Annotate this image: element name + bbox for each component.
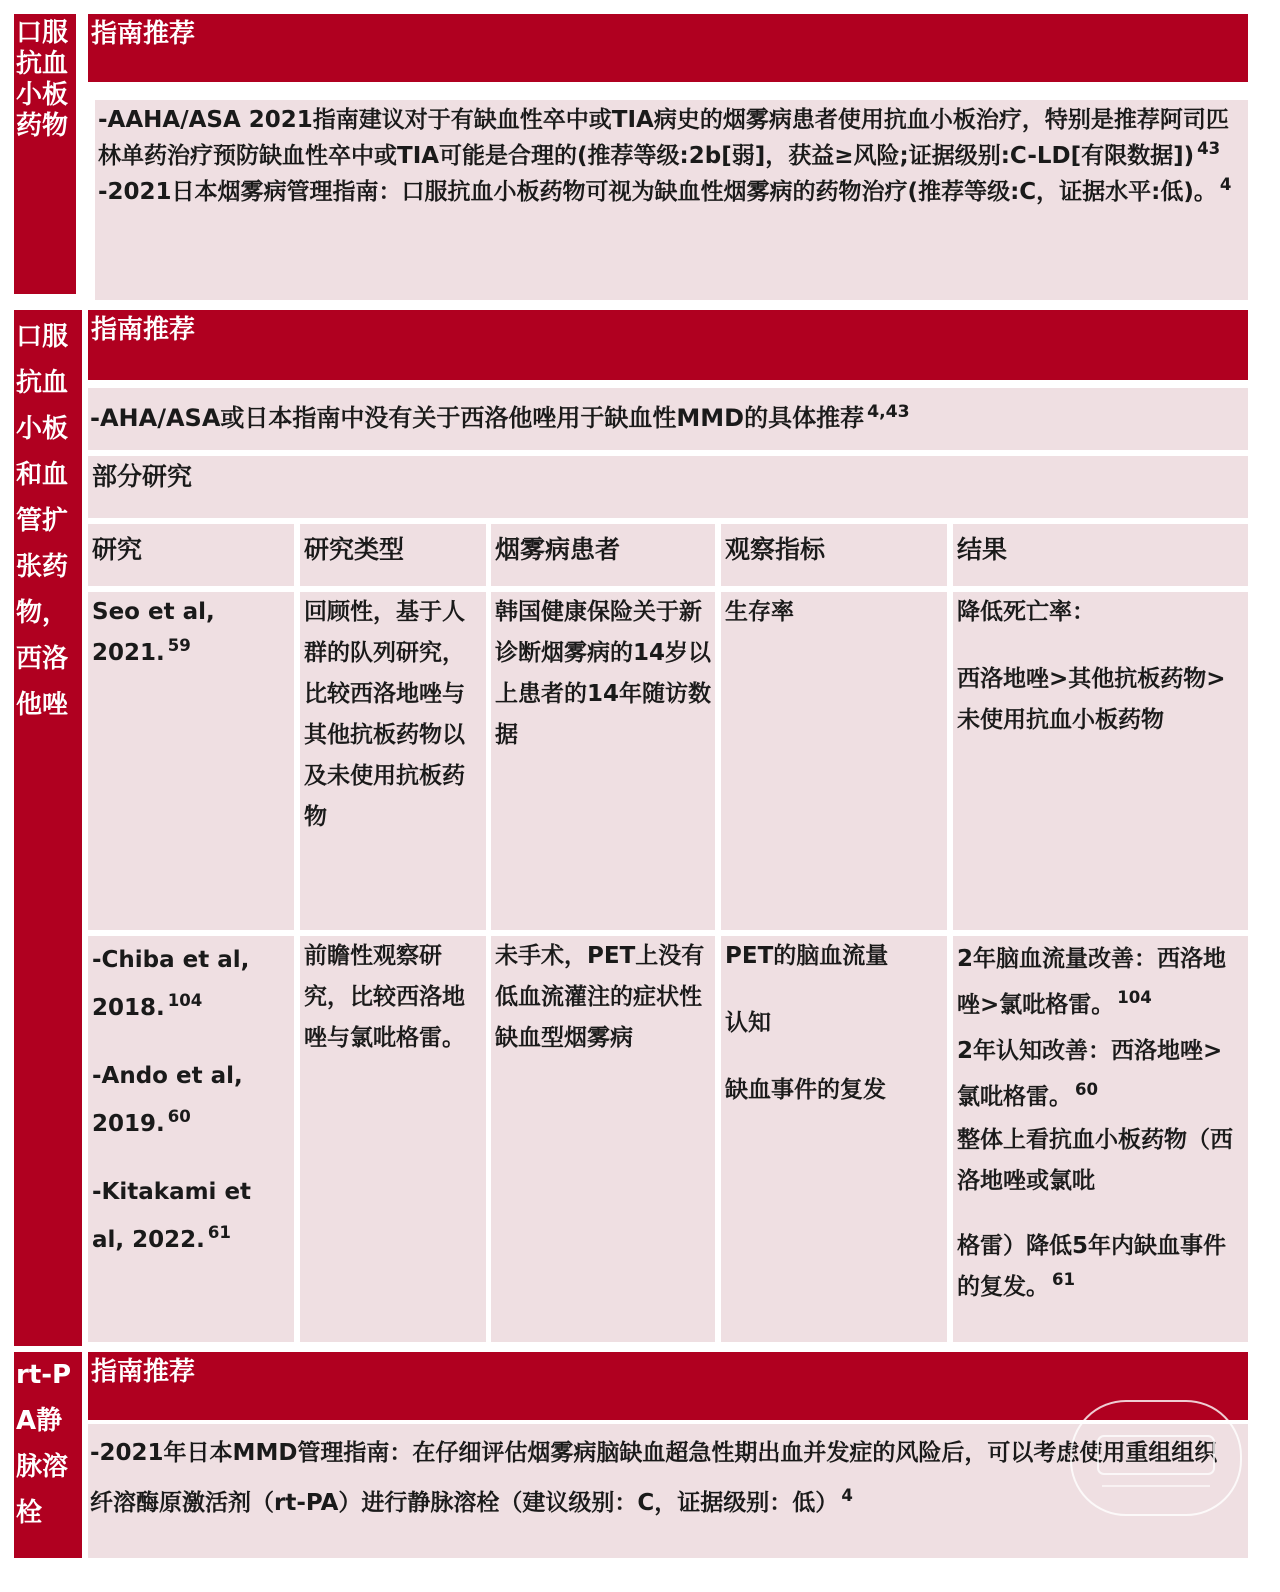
section2-header: 指南推荐 xyxy=(88,310,1248,380)
section1-paragraph-2: -2021日本烟雾病管理指南：口服抗血小板药物可视为缺血性烟雾病的药物治疗(推荐等级:C，证据水平:低)。 $^4$ xyxy=(98,174,1232,205)
section1-body xyxy=(95,100,1248,300)
row2-result-1: 2年脑血流量改善：西洛地唑>氯吡格雷。 $^{104}$ xyxy=(957,946,1227,1018)
section1-side-label: 口服抗血小板药物 xyxy=(14,14,76,294)
section1-paragraph-1: -AAHA/ASA 2021指南建议对于有缺血性卒中或TIA病史的烟雾病患者使用抗血小板治疗，特别是推荐阿司匹林单药治疗预防缺血性卒中或TIA可能是合理的(推荐等级:2b[弱]，获益≥风险;证据级别:C-LD[有限数据]) $^{43}$ xyxy=(98,107,1229,169)
table-header-patients: 烟雾病患者 xyxy=(491,524,715,586)
row2-study-3: -Kitakami et al, 2022. $^{61}$ xyxy=(92,1179,252,1253)
table-header-type: 研究类型 xyxy=(300,524,486,586)
row2-indicators: PET的脑血流量 认知 缺血事件的复发 xyxy=(721,936,947,1342)
row2-patients: 未手术，PET上没有低血流灌注的症状性缺血型烟雾病 xyxy=(491,936,715,1342)
row1-study: Seo et al, 2021. $^{59}$ xyxy=(88,592,294,930)
row2-result-2: 2年认知改善：西洛地唑>氯吡格雷。 $^{60}$ xyxy=(957,1038,1223,1110)
table-header-result: 结果 xyxy=(953,524,1248,586)
section3-side-label: rt-PA静脉溶栓 xyxy=(14,1352,82,1558)
section2-subheader: 部分研究 xyxy=(88,456,1248,518)
row1-type: 回顾性，基于人群的队列研究，比较西洛地唑与其他抗板药物以及未使用抗板药物 xyxy=(300,592,486,930)
row2-study-2: -Ando et al, 2019. $^{60}$ xyxy=(92,1063,243,1137)
watermark-logo-icon xyxy=(1070,1400,1242,1516)
row2-studies xyxy=(88,936,294,1342)
row1-patients: 韩国健康保险关于新诊断烟雾病的14岁以上患者的14年随访数据 xyxy=(491,592,715,930)
section3-header: 指南推荐 xyxy=(88,1352,1248,1420)
row2-result-3: 整体上看抗血小板药物（西洛地唑或氯吡 格雷）降低5年内缺血事件的复发。 $^{61}$ xyxy=(957,1127,1233,1300)
row2-study-1: -Chiba et al, 2018. $^{104}$ xyxy=(92,947,250,1021)
section2-statement: -AHA/ASA或日本指南中没有关于西洛他唑用于缺血性MMD的具体推荐 $^{4,43}$ xyxy=(88,388,1248,450)
row1-result: 降低死亡率： 西洛地唑>其他抗板药物>未使用抗血小板药物 xyxy=(953,592,1248,930)
section2-side-label: 口服抗血小板和血管扩张药物，西洛他唑 xyxy=(14,310,82,1346)
section3-body: -2021年日本MMD管理指南：在仔细评估烟雾病脑缺血超急性期出血并发症的风险后，可以考虑使用重组组织纤溶酶原激活剂（rt-PA）进行静脉溶栓（建议级别：C，证据级别：低） $^4$ xyxy=(88,1424,1248,1558)
row2-results xyxy=(953,936,1248,1342)
table-header-indicator: 观察指标 xyxy=(721,524,947,586)
row2-type: 前瞻性观察研究，比较西洛地唑与氯吡格雷。 xyxy=(300,936,486,1342)
row1-indicator: 生存率 xyxy=(721,592,947,930)
table-header-study: 研究 xyxy=(88,524,294,586)
section1-header: 指南推荐 xyxy=(88,14,1248,82)
